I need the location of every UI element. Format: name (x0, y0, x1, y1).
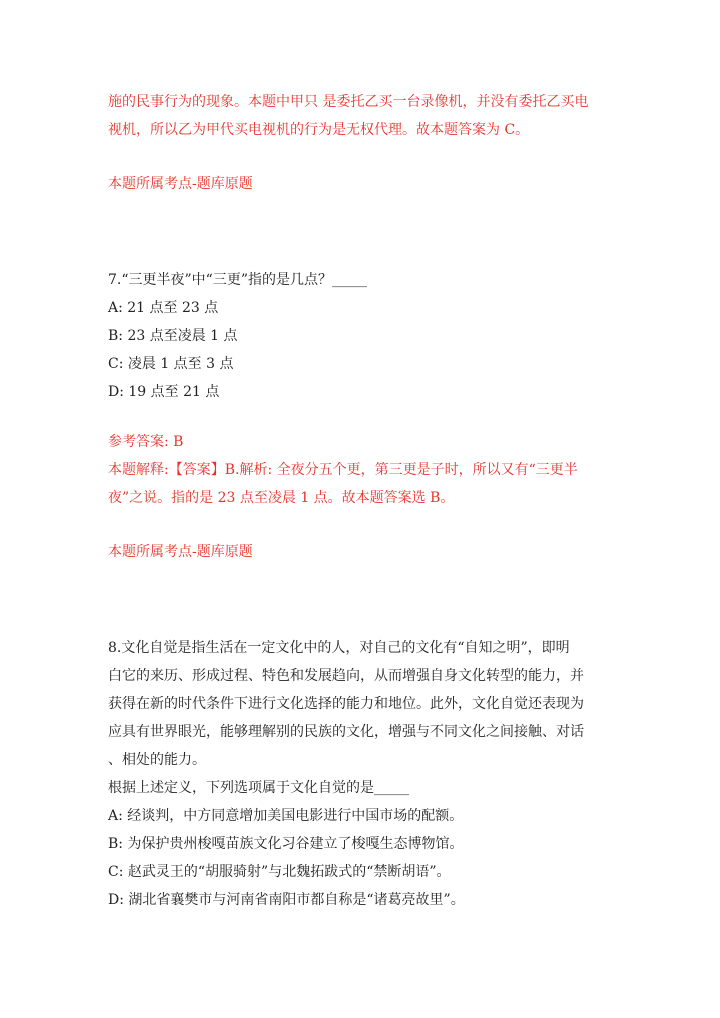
q7-source: 本题所属考点-题库原题 (108, 544, 253, 560)
q8-option-a: A: 经谈判，中方同意增加美国电影进行中国市场的配额。 (108, 808, 464, 824)
q6-explanation-line: 施的民事行为的现象。本题中甲只 是委托乙买一台录像机，并没有委托乙买电 (108, 94, 589, 110)
q8-stem-line: 获得在新的时代条件下进行文化选择的能力和地位。此外，文化自觉还表现为 (108, 696, 584, 712)
question-7 (108, 266, 618, 566)
document-page (108, 88, 618, 914)
q8-option-c: C: 赵武灵王的“胡服骑射”与北魏拓跋式的“禁断胡语”。 (108, 864, 451, 880)
q7-explanation-line: 夜”之说。指的是 23 点至凌晨 1 点。故本题答案选 B。 (108, 490, 455, 506)
q7-option-c: C: 凌晨 1 点至 3 点 (108, 356, 234, 372)
q7-option-b: B: 23 点至凌晨 1 点 (108, 328, 238, 344)
q7-explanation (108, 456, 618, 512)
question-8 (108, 634, 618, 914)
q8-option-d: D: 湖北省襄樊市与河南省南阳市都自称是“诸葛亮故里”。 (108, 892, 465, 908)
q7-stem: 7.“三更半夜”中“三更”指的是几点？_____ (108, 272, 367, 288)
q7-option-a: A: 21 点至 23 点 (108, 300, 219, 316)
q6-source: 本题所属考点-题库原题 (108, 176, 253, 192)
q8-option-b: B: 为保护贵州梭嘎苗族文化习谷建立了梭嘎生态博物馆。 (108, 836, 464, 852)
q8-stem-line: 8.文化自觉是指生活在一定文化中的人，对自己的文化有“自知之明”，即明 (108, 640, 570, 656)
q8-stem (108, 634, 618, 802)
q8-stem-line: 、相处的能力。 (108, 752, 206, 768)
q7-options (108, 294, 618, 406)
q8-stem-line: 白它的来历、形成过程、特色和发展趋向，从而增强自身文化转型的能力，并 (108, 668, 584, 684)
q6-explanation (108, 88, 618, 144)
q7-explanation-line: 本题解释:【答案】B.解析: 全夜分五个更，第三更是子时，所以又有“三更半 (108, 462, 578, 478)
q8-stem-line: 根据上述定义，下列选项属于文化自觉的是_____ (108, 780, 409, 796)
q7-answer: 参考答案: B (108, 434, 184, 450)
q7-option-d: D: 19 点至 21 点 (108, 384, 220, 400)
q6-explanation-line: 视机，所以乙为甲代买电视机的行为是无权代理。故本题答案为 C。 (108, 122, 530, 138)
q8-options (108, 802, 618, 914)
q8-stem-line: 应具有世界眼光，能够理解别的民族的文化，增强与不同文化之间接触、对话 (108, 724, 584, 740)
